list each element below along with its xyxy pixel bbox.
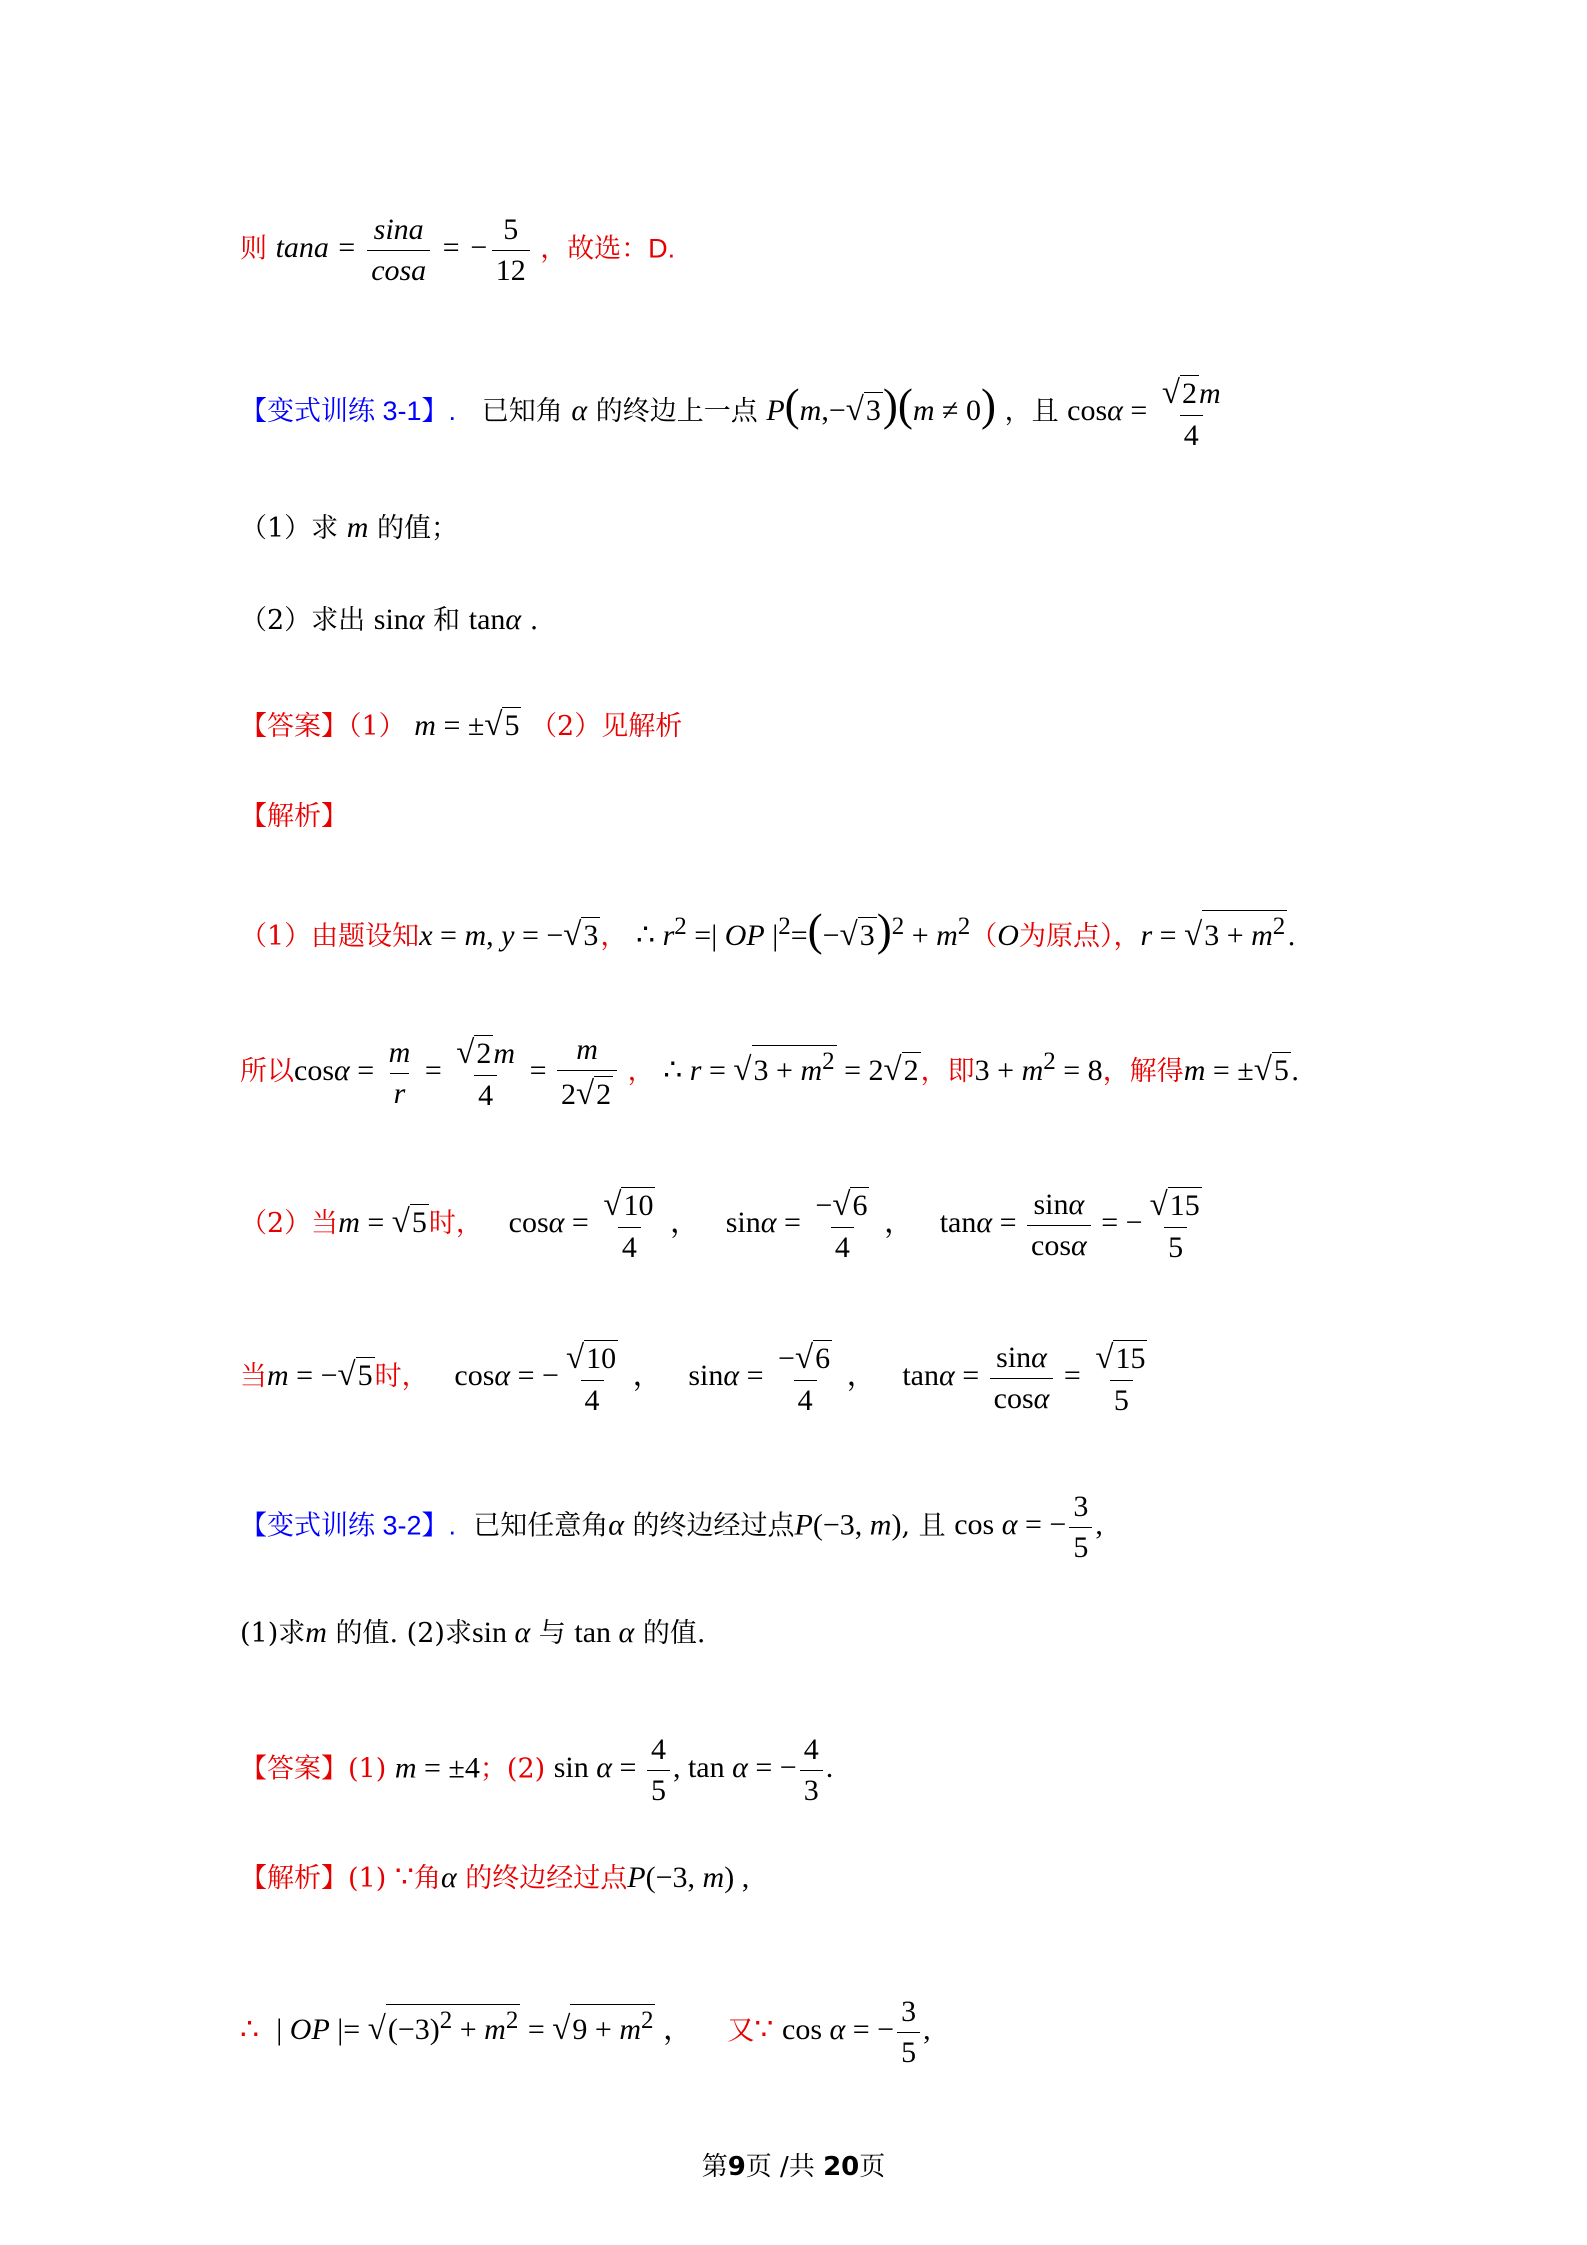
ex32-analysis-tag: 【解析】 <box>240 1863 348 1894</box>
ex32-q-a: (1)求 <box>240 1618 306 1649</box>
s2-b: ， <box>627 1055 655 1087</box>
ex32-q-b: 的值. (2)求 <box>335 1618 472 1649</box>
because-symbol: ∵ <box>394 1861 414 1894</box>
ex31-q2-a: （2）求出 <box>240 605 366 636</box>
ex31-solution-1 <box>240 905 1296 955</box>
alpha-symbol: α <box>608 1508 624 1542</box>
point-p32: P(−3, m) <box>794 1508 902 1542</box>
r-formula: $r = √3 + m^2$ <box>1140 919 1287 952</box>
ex31-solution-4 <box>240 1340 1154 1416</box>
point-p-formula: P(m,−√3)(m ≠ 0) <box>766 379 996 430</box>
point-p32-b: P(−3, m) , <box>627 1861 750 1894</box>
therefore-symbol: ∴ <box>240 2013 260 2047</box>
alpha-symbol: α <box>571 393 588 427</box>
prev-conclusion-line <box>240 215 675 286</box>
xy-formula: x = m, y = −√3 <box>419 917 599 953</box>
ex32-stem-a: 已知任意角 <box>473 1510 609 1542</box>
sin-alpha: sinα <box>373 603 425 636</box>
ex31-answer <box>240 707 682 742</box>
ex31-solution-2 <box>240 1035 1299 1111</box>
o-symbol: O <box>997 919 1019 952</box>
page-total: 20 <box>823 2152 860 2182</box>
ex31-q1-b: 的值； <box>377 513 459 544</box>
ex32-stem-c: , 且 <box>901 1510 946 1542</box>
s1-b: ， <box>600 921 628 952</box>
tan-pos-case: tanα = $\frac{\sin\alpha}{\cos\alpha}$ = − $\frac{√15}{5}$ <box>939 1187 1200 1264</box>
s1-e: . <box>1287 921 1296 952</box>
ex32-stem <box>240 1492 1103 1563</box>
ex31-stem-a: 已知角 <box>481 395 563 427</box>
ex31-stem-b: 的终边上一点 <box>595 395 758 427</box>
tan-neg-case: tanα = $\frac{\sin\alpha}{\cos\alpha}$ = $\frac{√15}{5}$ <box>902 1340 1146 1417</box>
because-symbol: ∵ <box>754 2013 774 2047</box>
sin-alpha: sin α <box>471 1616 531 1649</box>
page-number: 9 <box>727 2152 746 2182</box>
a1-c: 的终边经过点 <box>465 1863 628 1894</box>
ex31-analysis-tag: 【解析】 <box>240 801 348 832</box>
ex32-answer <box>240 1735 833 1806</box>
cos-neg-case: cosα = − $\frac{√10}{4}$ ， <box>454 1340 663 1417</box>
page-footer <box>0 2146 1587 2183</box>
s2-e: . <box>1290 1055 1300 1087</box>
ex31-q2 <box>240 605 538 635</box>
page-mid: 页 /共 <box>745 2152 815 2182</box>
s3-a: （2）当 <box>240 1207 339 1239</box>
s4-a: 当 <box>240 1360 267 1392</box>
s3-b: 时， <box>428 1207 483 1239</box>
a2-b: 又 <box>727 2015 755 2047</box>
choice-text: ，故选：D. <box>540 233 676 264</box>
ex32-q-d: 的值. <box>642 1618 706 1649</box>
page-prefix: 第 <box>701 2152 728 2182</box>
s1-c: （ <box>970 921 998 952</box>
ex31-answer-1: （1） <box>348 711 406 742</box>
s2-d: ，解得 <box>1102 1055 1184 1087</box>
ex31-answer-2: （2）见解析 <box>530 711 683 742</box>
cos-given-32-b: cos α = − $\frac{3}{5}$ , <box>782 1995 931 2069</box>
m-pos-root5: m = √5 <box>338 1203 427 1240</box>
m-neg-root5: m = −√5 <box>267 1356 373 1393</box>
cos-ratio-formula: cosα = $\frac{m}{r}$ = $\frac{√2m}{4}$ = $\frac{m}{2√2}$ <box>294 1054 628 1087</box>
ex31-q2-c: . <box>529 605 539 636</box>
answer-m-value: m = ±√5 <box>414 707 520 743</box>
alpha-symbol: α <box>440 1861 457 1894</box>
r-squared-formula: ∴ $r^2$ =| OP $|^2=(-√3)^2 + m^2$ <box>636 905 971 955</box>
sin-pos-case: sinα = $\frac{-√6}{4}$ ， <box>725 1187 914 1264</box>
s2-a: 所以 <box>240 1055 294 1087</box>
cos-pos-case: cosα = $\frac{√10}{4}$ ， <box>508 1187 700 1264</box>
ex32-stem-b: 的终边经过点 <box>632 1510 795 1542</box>
answer-m-pm4: m = ±4 <box>394 1751 480 1785</box>
eq-8-formula: $3 + m^2 = 8$ <box>974 1047 1103 1087</box>
ex31-stem-c: ，且 <box>1004 395 1059 427</box>
tan-alpha: tan α <box>574 1616 635 1649</box>
m-solution-formula: m = ±√5 <box>1183 1051 1289 1088</box>
s1-d: 为原点）， <box>1018 921 1141 952</box>
ex32-answer-tag: 【答案】 <box>240 1753 348 1785</box>
s4-b: 时， <box>374 1360 429 1392</box>
ex32-q-c: 与 <box>538 1618 566 1649</box>
ex31-tag: 【变式训练 3-1】. <box>240 395 457 426</box>
s2-c: ，即 <box>920 1055 975 1087</box>
s1-a: （1）由题设知 <box>240 921 420 952</box>
formula-tan-sin-cos: tana = $\frac{\sin a}{\cos a}$ = − $\frac{5}{12}$ <box>276 231 541 264</box>
ex31-stem <box>240 375 1228 451</box>
cos-given-32: cos α = − $\frac{3}{5}$ , <box>954 1490 1103 1564</box>
answer-sin-tan: sin α = $\frac{4}{5}$ , tan α = − $\frac{4}{3}$ . <box>553 1733 834 1807</box>
ex32-question <box>240 1618 705 1648</box>
ex32-answer-sep: ；(2) <box>479 1753 546 1785</box>
then-text: 则 <box>240 233 267 264</box>
a1-b: 角 <box>413 1863 441 1894</box>
ex31-solution-3 <box>240 1187 1209 1263</box>
r-value-formula: ∴ $r = √3 + m^2 = 2√2$ <box>663 1054 920 1087</box>
ex31-q1 <box>240 513 458 543</box>
m-symbol: m <box>346 511 369 544</box>
ex32-tag: 【变式训练 3-2】. <box>240 1510 457 1541</box>
ex32-analysis-1 <box>240 1863 749 1893</box>
sin-neg-case: sinα = $\frac{-√6}{4}$ ， <box>688 1340 877 1417</box>
m-symbol: m <box>305 1616 327 1649</box>
ex32-analysis-2 <box>240 1997 931 2068</box>
ex31-q2-b: 和 <box>433 605 461 636</box>
ex32-analysis-1-text: (1) <box>348 1863 387 1894</box>
cos-given-formula: cosα = $\frac{√2m}{4}$ <box>1067 375 1221 452</box>
op-length-formula: | OP |= $√(-3)^2 + m^2 = √9 + m^2$ ， <box>276 2013 693 2046</box>
page-suffix: 页 <box>859 2152 886 2182</box>
ex31-answer-tag: 【答案】 <box>240 711 348 742</box>
tan-alpha: tanα <box>468 603 522 636</box>
ex32-answer-1: (1) <box>348 1753 387 1785</box>
ex31-q1-a: （1）求 <box>240 513 339 544</box>
